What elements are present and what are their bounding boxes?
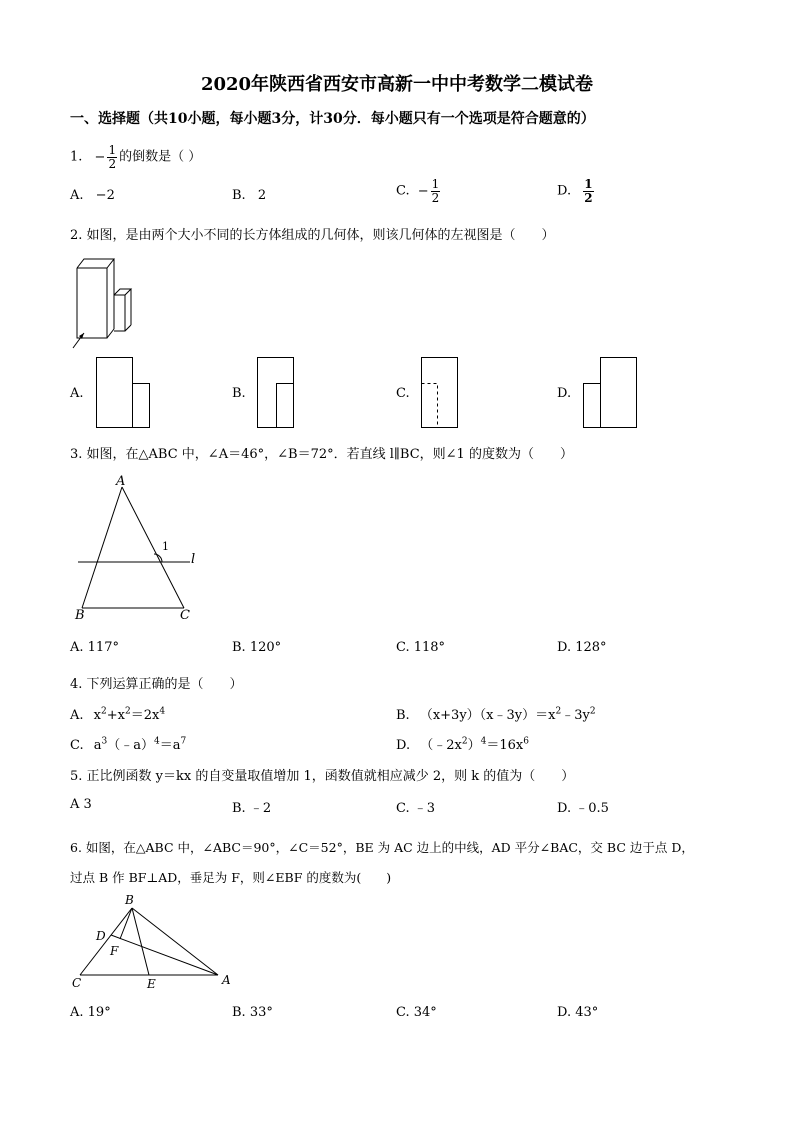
question-1 xyxy=(70,144,201,170)
q1-option-b[interactable] xyxy=(232,188,266,203)
section-heading: 一、选择题（共10小题，每小题3分，计30分．每小题只有一个选项是符合题意的） xyxy=(70,111,595,127)
q4-option-a-label: A. xyxy=(70,708,84,723)
q5-option-c[interactable]: C. ﹣3 xyxy=(396,801,436,816)
q6-option-b[interactable]: B. 33° xyxy=(232,1005,273,1020)
q3-option-d[interactable]: D. 128° xyxy=(557,640,607,655)
q6-triangle-figure xyxy=(70,895,235,990)
q4-option-a[interactable] xyxy=(70,704,165,723)
q2-option-c[interactable]: C. xyxy=(396,386,410,401)
q1-option-d-den: 2 xyxy=(584,190,593,205)
q3-label-b: B xyxy=(75,608,85,623)
q1-option-c-fraction xyxy=(431,178,441,204)
q3-label-c: C xyxy=(180,608,190,623)
q6-label-d: D xyxy=(96,929,106,943)
q5-option-d[interactable]: D. ﹣0.5 xyxy=(557,801,609,816)
question-6-line-1: 6. 如图，在△ABC 中，∠ABC＝90°，∠C＝52°，BE 为 AC 边上的中线，AD 平分∠BAC，交 BC 边于点 D， xyxy=(70,840,694,855)
q2-option-b-view xyxy=(256,356,298,430)
q2-option-b[interactable]: B. xyxy=(232,386,246,401)
q5-option-b[interactable]: B. ﹣2 xyxy=(232,801,272,816)
question-6-line-2: 过点 B 作 BF⊥AD，垂足为 F，则∠EBF 的度数为( ) xyxy=(70,870,392,885)
q1-option-b-value: 2 xyxy=(257,188,267,203)
q6-option-a[interactable]: A. 19° xyxy=(70,1005,111,1020)
page-title: 2020年陕西省西安市高新一中中考数学二模试卷 xyxy=(200,74,594,95)
q2-option-a-view xyxy=(95,356,155,430)
q3-option-a[interactable]: A. 117° xyxy=(70,640,119,655)
q1-fraction xyxy=(107,144,117,170)
q2-option-d[interactable]: D. xyxy=(557,386,572,401)
q3-triangle-figure xyxy=(70,474,205,624)
question-4: 4. 下列运算正确的是（ ） xyxy=(70,677,243,692)
q2-option-a[interactable]: A. xyxy=(70,386,84,401)
q3-option-b[interactable]: B. 120° xyxy=(232,640,282,655)
q1-neg-sign: − xyxy=(94,149,106,165)
q6-option-d[interactable]: D. 43° xyxy=(557,1005,599,1020)
q3-option-c[interactable]: C. 118° xyxy=(396,640,446,655)
q3-label-angle-1: 1 xyxy=(162,540,169,553)
q1-option-b-label: B. xyxy=(232,188,246,203)
q1-option-d-num: 1 xyxy=(584,177,593,191)
q6-option-c[interactable]: C. 34° xyxy=(396,1005,437,1020)
q1-option-c-den: 2 xyxy=(431,190,440,205)
q2-solid-figure xyxy=(70,253,140,348)
q6-label-a: A xyxy=(222,973,231,987)
q4-option-a-expr: $x^2+x^2=2x^4$ xyxy=(93,706,166,723)
q4-option-b[interactable] xyxy=(396,704,596,723)
question-2: 2. 如图，是由两个大小不同的长方体组成的几何体，则该几何体的左视图是（ ） xyxy=(70,228,555,243)
q1-option-d-fraction xyxy=(583,178,593,204)
q4-option-c[interactable] xyxy=(70,734,186,753)
q6-label-b: B xyxy=(125,893,134,907)
q1-option-c-neg: − xyxy=(417,183,429,199)
q1-stem: 的倒数是（ ） xyxy=(119,149,202,165)
q1-option-c[interactable] xyxy=(396,178,442,204)
q4-option-b-label: B. xyxy=(396,708,410,723)
q4-option-d-expr: $(﹣2x^2)^4=16x^6$ xyxy=(420,736,529,753)
q4-option-b-expr: $(x+3y)(x﹣3y)=x^2﹣3y^2$ xyxy=(419,706,596,723)
q6-label-e: E xyxy=(147,977,156,991)
q4-option-d[interactable] xyxy=(396,734,529,753)
q2-option-c-view xyxy=(420,356,462,430)
q1-frac-den: 2 xyxy=(108,156,117,171)
q1-option-a[interactable] xyxy=(70,188,115,203)
q6-label-f: F xyxy=(110,944,119,958)
q4-option-c-expr: $a^3(﹣a)^4=a^7$ xyxy=(93,736,187,753)
q1-number: 1. xyxy=(70,149,83,165)
q4-option-d-label: D. xyxy=(396,738,411,753)
question-5: 5. 正比例函数 y＝kx 的自变量取值增加 1，函数值就相应减少 2，则 k 的值为（ ） xyxy=(70,769,575,784)
q1-option-d-label: D. xyxy=(557,183,572,199)
question-3: 3. 如图，在△ABC 中，∠A＝46°，∠B＝72°．若直线 l∥BC，则∠1 的度数为（ ） xyxy=(70,447,573,462)
q1-option-c-num: 1 xyxy=(431,177,440,191)
q3-label-l: l xyxy=(191,552,196,567)
q6-label-c: C xyxy=(72,976,82,990)
q1-option-c-label: C. xyxy=(396,183,410,199)
q4-option-c-label: C. xyxy=(70,738,84,753)
q3-label-a: A xyxy=(116,474,126,489)
q2-option-d-view xyxy=(582,356,642,430)
q1-option-a-label: A. xyxy=(70,188,84,203)
q1-option-a-value: −2 xyxy=(95,188,115,203)
q1-frac-num: 1 xyxy=(108,143,117,157)
q5-option-a[interactable]: A 3 xyxy=(70,797,92,812)
q1-option-d[interactable] xyxy=(557,178,596,204)
